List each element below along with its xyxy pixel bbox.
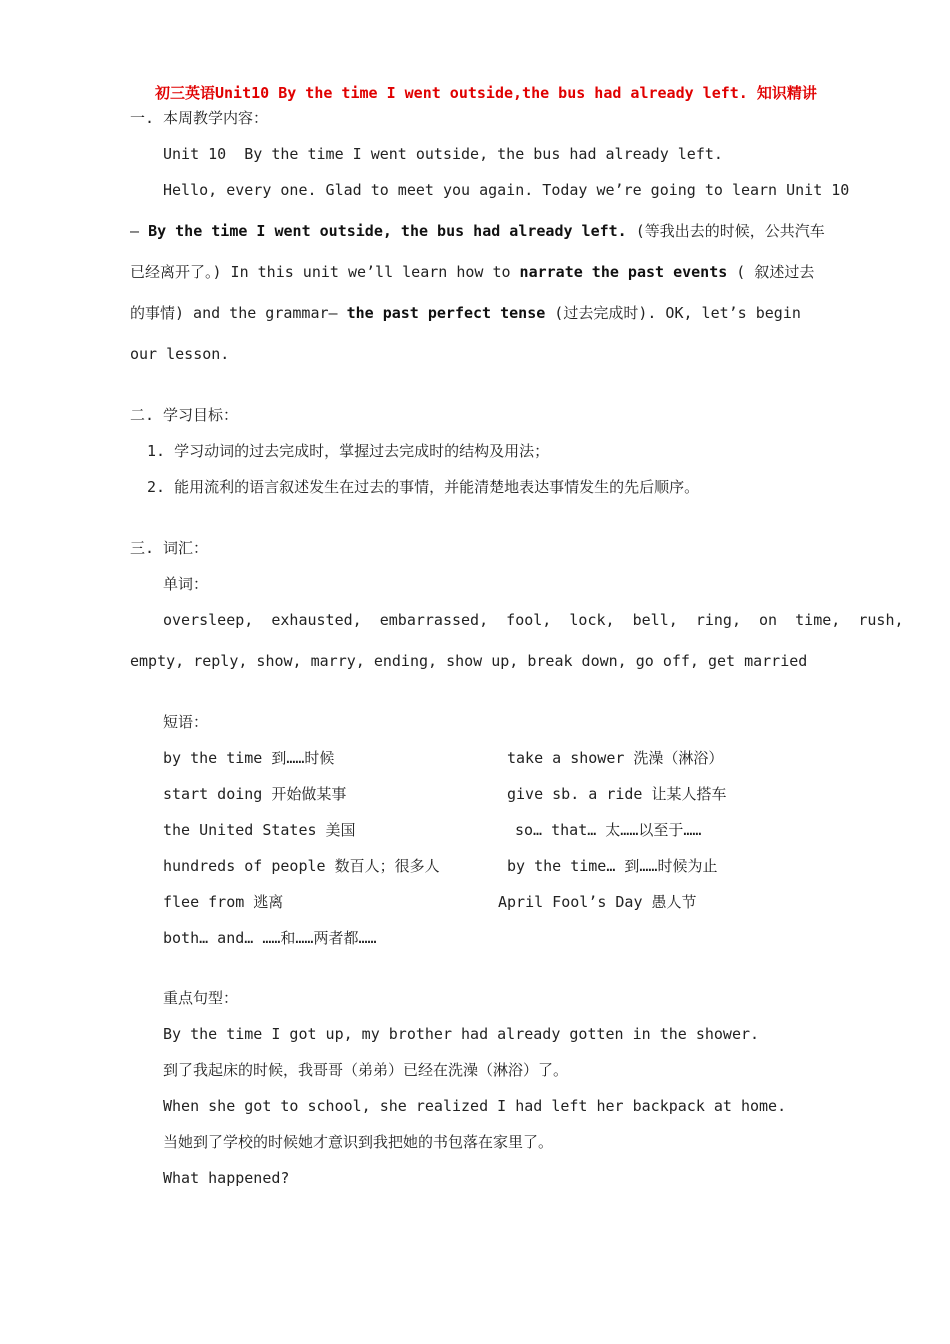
intro-dash: —: [130, 222, 149, 240]
phrase-item: the United States 美国: [163, 821, 356, 839]
intro-line-2: [130, 221, 825, 241]
phrase-item: so… that… 太……以至于……: [515, 821, 702, 839]
intro-goal: narrate the past events: [519, 263, 728, 281]
unit-line: Unit 10 By the time I went outside, the bus had already left.: [163, 145, 723, 163]
goal-item: 1. 学习动词的过去完成时，掌握过去完成时的结构及用法；: [147, 442, 550, 460]
phrase-item: flee from 逃离: [163, 893, 284, 911]
intro-line-5: our lesson.: [130, 345, 230, 363]
sentence-item: By the time I got up, my brother had already gotten in the shower.: [163, 1025, 760, 1043]
intro-grammar: the past perfect tense: [346, 304, 546, 322]
intro-translation: (等我出去的时候，公共汽车: [626, 222, 825, 240]
sentence-item: 当她到了学校的时候她才意识到我把她的书包落在家里了。: [163, 1133, 554, 1151]
phrase-item: hundreds of people 数百人；很多人: [163, 857, 440, 875]
intro-line-3: [130, 262, 814, 282]
sentences-label: 重点句型：: [163, 989, 239, 1007]
phrase-item: by the time… 到……时候为止: [507, 857, 718, 875]
intro-unit-title: By the time I went outside, the bus had already left.: [148, 222, 627, 240]
intro-text-cn: ( 叙述过去: [727, 263, 815, 281]
phrase-item: start doing 开始做某事: [163, 785, 347, 803]
phrases-label: 短语：: [163, 713, 209, 731]
intro-line-1: Hello, every one. Glad to meet you again. Today we’re going to learn Unit 10: [163, 181, 850, 199]
section-heading-vocab: 三. 词汇：: [130, 539, 209, 557]
words-line-1: oversleep, exhausted, embarrassed, fool, lock, bell, ring, on time, rush,: [163, 611, 904, 629]
section-heading-content: 一. 本周教学内容：: [130, 109, 269, 127]
phrase-item: by the time 到……时候: [163, 749, 335, 767]
phrase-item: give sb. a ride 让某人搭车: [507, 785, 727, 803]
phrase-item: take a shower 洗澡（淋浴）: [507, 749, 724, 767]
words-line-2: empty, reply, show, marry, ending, show up, break down, go off, get married: [130, 652, 808, 670]
section-heading-goals: 二. 学习目标：: [130, 406, 239, 424]
intro-text: 的事情) and the grammar—: [130, 304, 347, 322]
sentence-item: 到了我起床的时候，我哥哥（弟弟）已经在洗澡（淋浴）了。: [163, 1061, 569, 1079]
sentence-item: What happened?: [163, 1169, 290, 1187]
intro-text: 已经离开了。) In this unit we’ll learn how to: [130, 263, 520, 281]
sentence-item: When she got to school, she realized I had left her backpack at home.: [163, 1097, 787, 1115]
phrase-item: both… and… ……和……两者都……: [163, 929, 377, 947]
intro-text-cn: (过去完成时). OK, let’s begin: [545, 304, 801, 322]
phrase-item: April Fool’s Day 愚人节: [498, 893, 697, 911]
words-label: 单词：: [163, 575, 209, 593]
goal-item: 2. 能用流利的语言叙述发生在过去的事情，并能清楚地表达事情发生的先后顺序。: [147, 478, 700, 496]
page-title: 初三英语Unit10 By the time I went outside,the bus had already left. 知识精讲: [155, 84, 817, 102]
intro-line-4: [130, 303, 801, 323]
